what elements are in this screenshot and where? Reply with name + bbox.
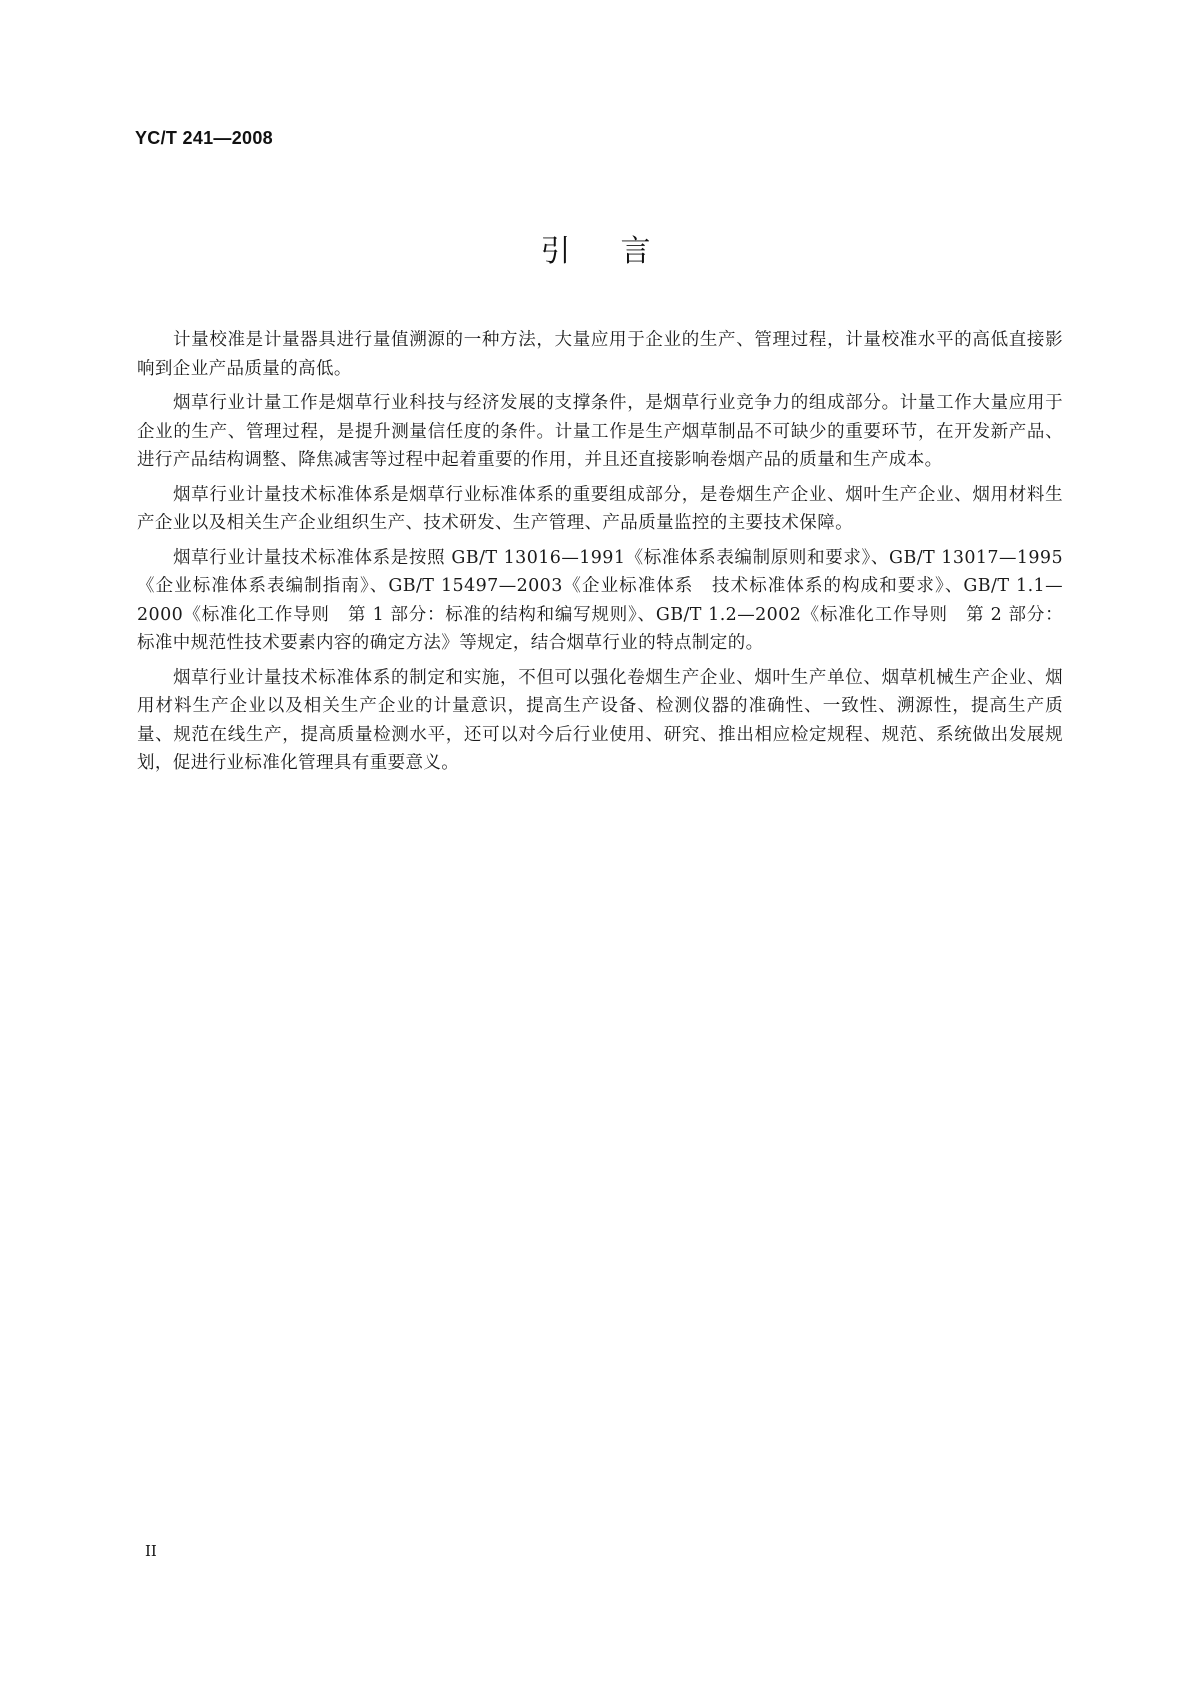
paragraph-5: 烟草行业计量技术标准体系的制定和实施，不但可以强化卷烟生产企业、烟叶生产单位、烟草机械生产企业、烟用材料生产企业以及相关生产企业的计量意识，提高生产设备、检测仪器的准确性、一致性、溯源性，提高生产质量、规范在线生产，提高质量检测水平，还可以对今后行业使用、研究、推出相应检定规程、规范、系统做出发展规划，促进行业标准化管理具有重要意义。 — [137, 667, 1063, 773]
page-title: 引言 — [540, 234, 701, 269]
introduction-body — [137, 326, 1063, 784]
standard-code: YC/T 241—2008 — [135, 128, 273, 148]
page-number: II — [145, 1542, 157, 1560]
paragraph-1: 计量校准是计量器具进行量值溯源的一种方法，大量应用于企业的生产、管理过程，计量校准水平的高低直接影响到企业产品质量的高低。 — [137, 330, 1063, 379]
paragraph-3: 烟草行业计量技术标准体系是烟草行业标准体系的重要组成部分，是卷烟生产企业、烟叶生产企业、烟用材料生产企业以及相关生产企业组织生产、技术研发、生产管理、产品质量监控的主要技术保障。 — [137, 484, 1063, 533]
paragraph-4: 烟草行业计量技术标准体系是按照 GB/T 13016—1991《标准体系表编制原则和要求》、GB/T 13017—1995《企业标准体系表编制指南》、GB/T 15497—2003《企业标准体系 技术标准体系的构成和要求》、GB/T 1.1—2000《标准化工作导则 第 1 部分：标准的结构和编写规则》、GB/T 1.2—2002《标准化工作导则 第 2 部分：标准中规范性技术要素内容的确定方法》等规定，结合烟草行业的特点制定的。 — [137, 547, 1063, 653]
paragraph-2: 烟草行业计量工作是烟草行业科技与经济发展的支撑条件，是烟草行业竞争力的组成部分。计量工作大量应用于企业的生产、管理过程，是提升测量信任度的条件。计量工作是生产烟草制品不可缺少的重要环节，在开发新产品、进行产品结构调整、降焦减害等过程中起着重要的作用，并且还直接影响卷烟产品的质量和生产成本。 — [137, 393, 1063, 470]
